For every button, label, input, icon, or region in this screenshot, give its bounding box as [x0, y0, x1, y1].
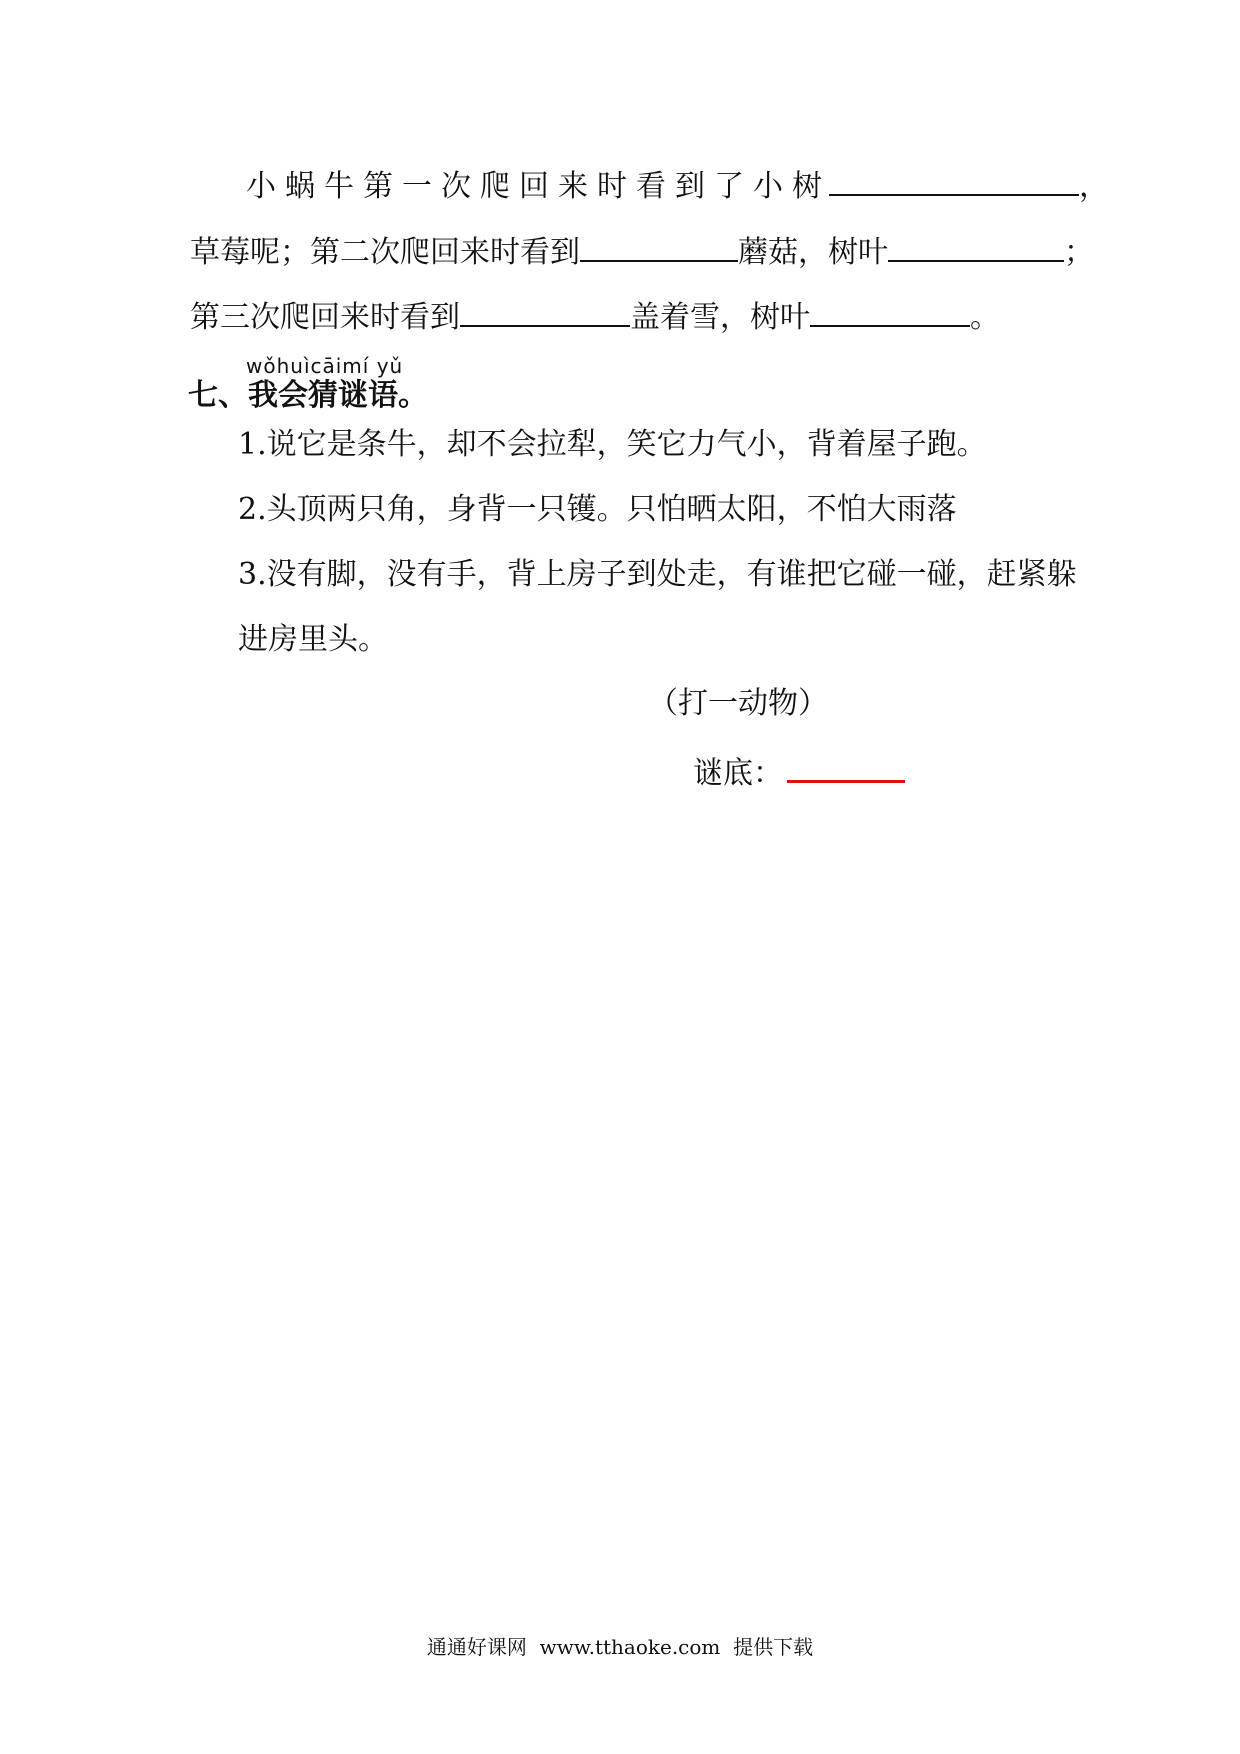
answer-blank[interactable]: [787, 750, 905, 783]
answer-row: [693, 750, 905, 794]
riddle-3-line-1: 3.没有脚，没有手，背上房子到处走，有谁把它碰一碰，赶紧躲: [238, 557, 1077, 592]
section-number: 七、: [188, 378, 248, 413]
passage-line3-punct: 。: [970, 300, 1000, 335]
passage-line2-mid: 蘑菇，树叶: [738, 235, 888, 270]
passage-line-1: [246, 164, 1118, 207]
fill-blank-4[interactable]: [460, 295, 630, 327]
riddle-3-line-2: 进房里头。: [238, 622, 388, 657]
passage-line-2: [190, 230, 1094, 273]
riddle-2: 2.头顶两只角，身背一只镬。只怕晒太阳，不怕大雨落: [238, 492, 957, 527]
riddle-1: 1.说它是条牛，却不会拉犁，笑它力气小，背着屋子跑。: [238, 427, 987, 462]
passage-line-3: [190, 295, 1000, 338]
fill-blank-3[interactable]: [888, 230, 1064, 262]
passage-line2-text: 草莓呢；第二次爬回来时看到: [190, 235, 580, 270]
fill-blank-2[interactable]: [580, 230, 738, 262]
passage-line2-punct: ；: [1064, 235, 1094, 270]
passage-line3-text: 第三次爬回来时看到: [190, 300, 460, 335]
fill-blank-5[interactable]: [810, 295, 970, 327]
passage-line1-punct: ，: [1079, 169, 1118, 204]
section7-pinyin: wǒhuìcāimí yǔ: [246, 354, 404, 378]
footer-credit: 通通好课网 www.tthaoke.com 提供下载: [426, 1635, 814, 1659]
fill-blank-1[interactable]: [829, 164, 1079, 196]
answer-label: 谜底：: [693, 756, 783, 791]
passage-line3-mid: 盖着雪，树叶: [630, 300, 810, 335]
section-title: 我会猜谜语。: [248, 378, 428, 413]
riddle-hint: （打一动物）: [648, 686, 828, 721]
passage-line1-text: 小蜗牛第一次爬回来时看到了小树: [246, 169, 831, 204]
section7-heading: [188, 376, 428, 416]
